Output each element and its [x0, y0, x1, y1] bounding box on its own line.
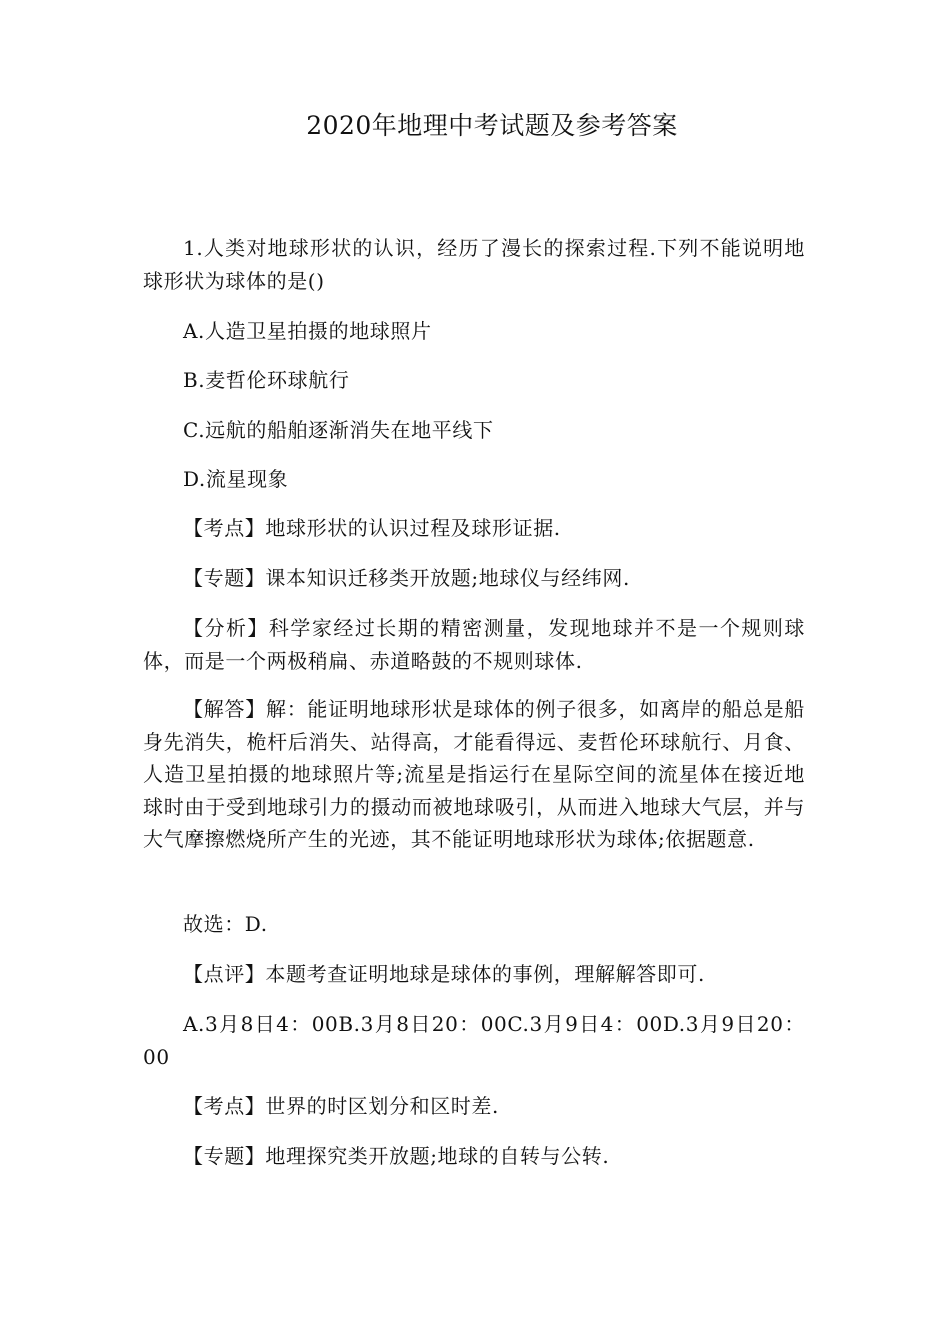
kaodian-2: 【考点】世界的时区划分和区时差.: [183, 1094, 499, 1118]
dianping-1: 【点评】本题考查证明地球是球体的事例，理解解答即可.: [183, 962, 705, 986]
zhuanti-2: 【专题】地理探究类开放题;地球的自转与公转.: [183, 1144, 610, 1168]
jieda-1: 【解答】解：能证明地球形状是球体的例子很多，如离岸的船总是船身先消失，桅杆后消失、站得高，才能看得远、麦哲伦环球航行、月食、人造卫星拍摄的地球照片等;流星是指运行在星际空间的流星体在接近地球时由于受到地球引力的摄动而被地球吸引，从而进入地球大气层，并与大气摩擦燃烧所产生的光迹，其不能证明地球形状为球体;依据题意.: [143, 697, 805, 851]
question-stem: 1.人类对地球形状的认识，经历了漫长的探索过程.下列不能说明地球形状为球体的是(): [143, 236, 805, 293]
zhuanti-1: 【专题】课本知识迁移类开放题;地球仪与经纬网.: [183, 566, 630, 590]
option-b: B.麦哲伦环球航行: [183, 368, 350, 392]
option-a: A.人造卫星拍摄的地球照片: [183, 319, 432, 343]
guxuan-1: 故选：D.: [183, 912, 268, 936]
page-title: 2020年地理中考试题及参考答案: [306, 111, 678, 140]
option-d: D.流星现象: [183, 467, 289, 491]
question-2-options: A.3月8日4：00B.3月8日20：00C.3月9日4：00D.3月9日20：00: [143, 1012, 805, 1069]
kaodian-1: 【考点】地球形状的认识过程及球形证据.: [183, 516, 561, 540]
fenxi-1: 【分析】科学家经过长期的精密测量，发现地球并不是一个规则球体，而是一个两极稍扁、赤道略鼓的不规则球体.: [143, 616, 805, 673]
option-c: C.远航的船舶逐渐消失在地平线下: [183, 418, 494, 442]
